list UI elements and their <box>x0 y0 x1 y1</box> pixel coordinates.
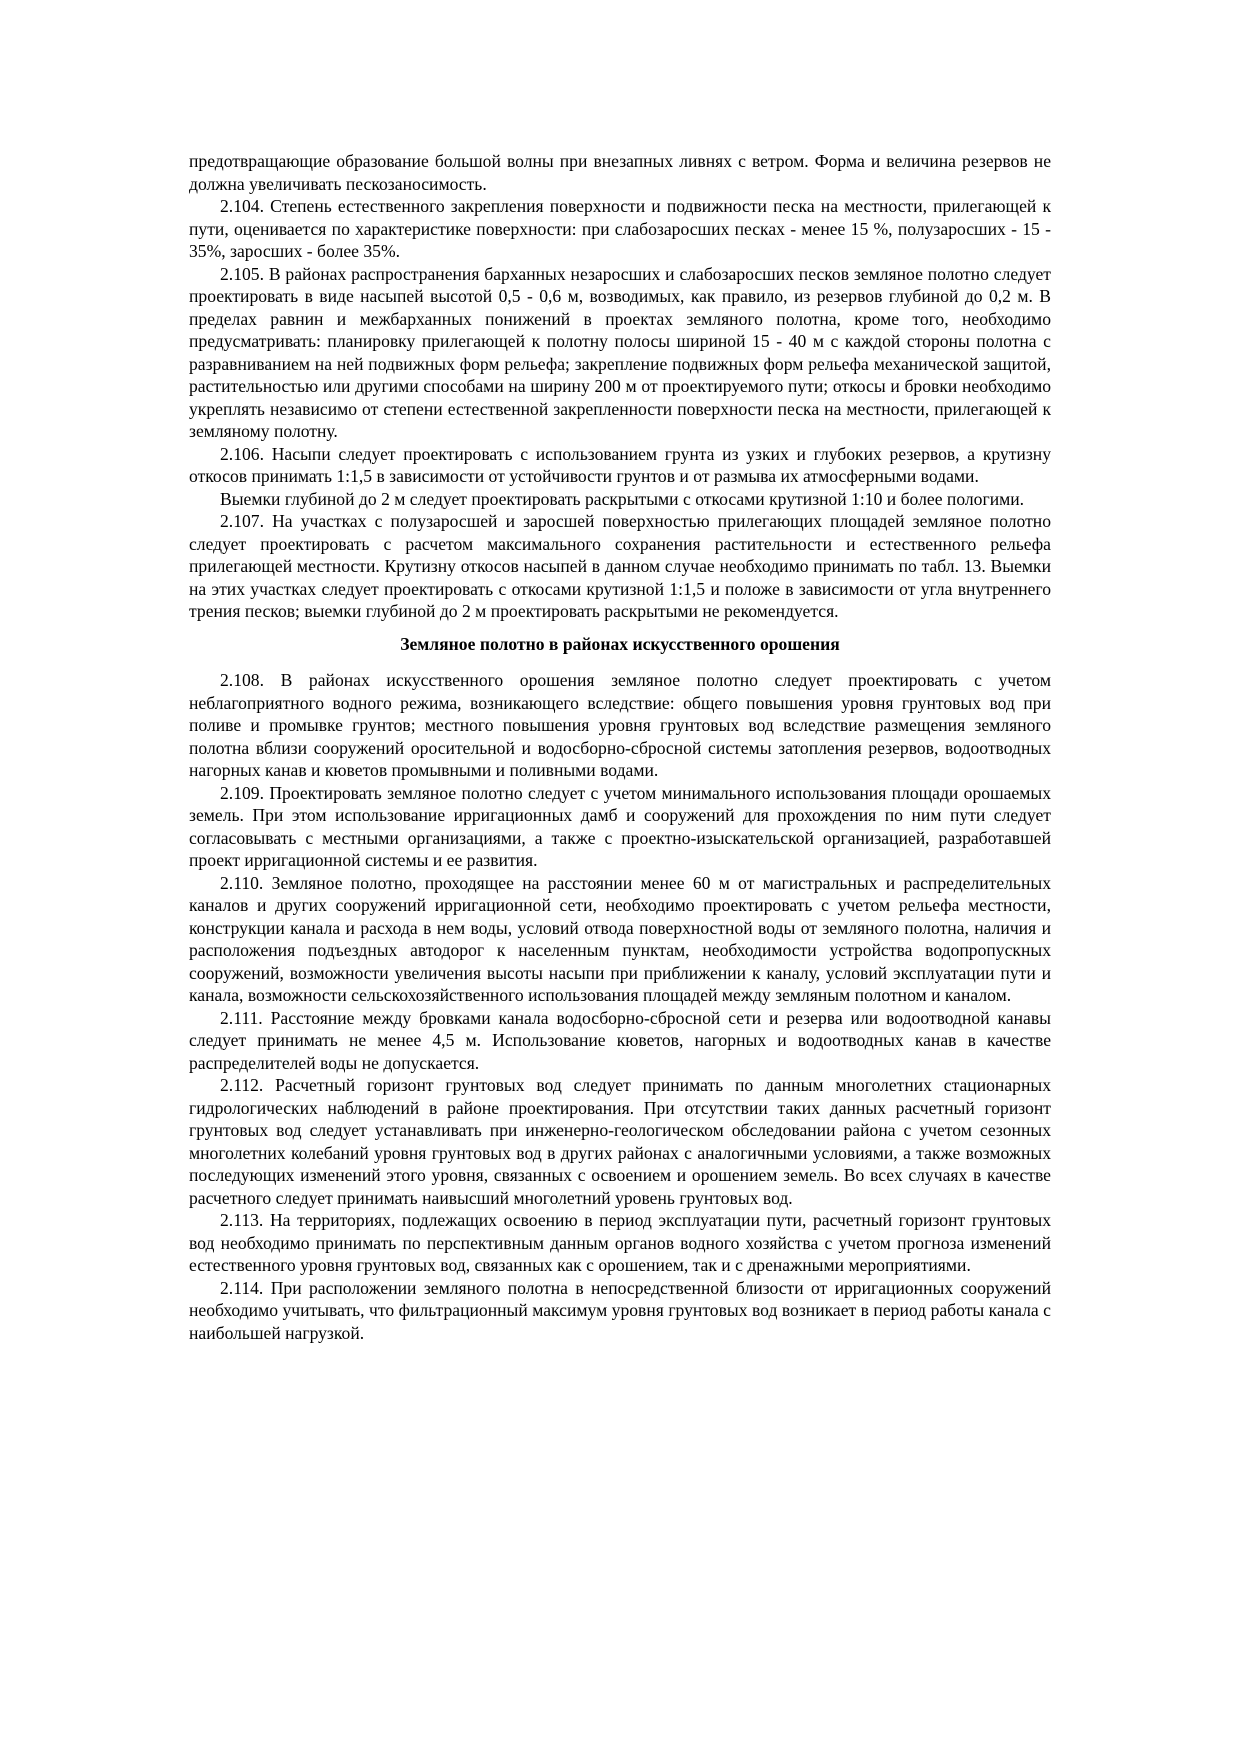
paragraph-2-109: 2.109. Проектировать земляное полотно следует с учетом минимального использования площади орошаемых земель. При этом использование ирригационных дамб и сооружений для прохождения по ним пути следует согласовывать с местными организациями, а также с проектно-изыскательской организацией, разработавшей проект ирригационной системы и ее развития. <box>189 782 1051 870</box>
paragraph-2-107: 2.107. На участках с полузаросшей и заросшей поверхностью прилегающих площадей земляное полотно следует проектировать с расчетом максимального сохранения растительности и естественного рельефа прилегающей местности. Крутизну откосов насыпей в данном случае необходимо принимать по табл. 13. Выемки на этих участках следует проектировать с откосами крутизной 1:1,5 и положе в зависимости от угла внутреннего трения песков; выемки глубиной до 2 м проектировать раскрытыми не рекомендуется. <box>189 511 1051 621</box>
section-heading: Земляное полотно в районах искусственного орошения <box>400 633 840 654</box>
paragraph-2-105: 2.105. В районах распространения барханных незаросших и слабозаросших песков земляное полотно следует проектировать в виде насыпей высотой 0,5 - 0,6 м, возводимых, как правило, из резервов глубиной до 0,2 м. В пределах равнин и межбарханных понижений в проектах земляного полотна, кроме того, необходимо предусматривать: планировку прилегающей к полотну полосы шириной 15 - 40 м с каждой стороны полотна с разравниванием на ней подвижных форм рельефа; закрепление подвижных форм рельефа механической защитой, растительностью или другими способами на ширину 200 м от проектируемого пути; откосы и бровки необходимо укреплять независимо от степени естественной закрепленности поверхности песка на местности, прилегающей к земляному полотну. <box>189 263 1051 441</box>
paragraph-continuation: предотвращающие образование большой волны при внезапных ливнях с ветром. Форма и величина резервов не должна увеличивать пескозаносимость. <box>189 151 1051 194</box>
paragraph-excavations: Выемки глубиной до 2 м следует проектировать раскрытыми с откосами крутизной 1:10 и более пологими. <box>220 488 1025 509</box>
document-page <box>189 150 1051 1344</box>
paragraph-2-110: 2.110. Земляное полотно, проходящее на расстоянии менее 60 м от магистральных и распределительных каналов и других сооружений ирригационной сети, необходимо проектировать с учетом рельефа местности, конструкции канала и расхода в нем воды, условий отвода поверхностной воды от земляного полотна, наличия и расположения подъездных автодорог к населенным пунктам, необходимости устройства водопропускных сооружений, возможности увеличения высоты насыпи при приближении к каналу, условий эксплуатации пути и канала, возможности сельскохозяйственного использования площадей между земляным полотном и каналом. <box>189 872 1051 1005</box>
paragraph-2-106: 2.106. Насыпи следует проектировать с использованием грунта из узких и глубоких резервов, а крутизну откосов принимать 1:1,5 в зависимости от устойчивости грунтов и от размыва их атмосферными водами. <box>189 443 1051 486</box>
paragraph-2-111: 2.111. Расстояние между бровками канала водосборно-сбросной сети и резерва или водоотводной канавы следует принимать не менее 4,5 м. Использование кюветов, нагорных и водоотводных канав в качестве распределителей воды не допускается. <box>189 1007 1051 1073</box>
paragraph-2-113: 2.113. На территориях, подлежащих освоению в период эксплуатации пути, расчетный горизонт грунтовых вод необходимо принимать по перспективным данным органов водного хозяйства с учетом прогноза изменений естественного уровня грунтовых вод, связанных как с орошением, так и с дренажными мероприятиями. <box>189 1210 1051 1275</box>
paragraph-2-112: 2.112. Расчетный горизонт грунтовых вод следует принимать по данным многолетних стационарных гидрологических наблюдений в районе проектирования. При отсутствии таких данных расчетный горизонт грунтовых вод следует устанавливать при инженерно-геологическом обследовании района с учетом сезонных многолетних колебаний уровня грунтовых вод в других районах с аналогичными условиями, а также возможных последующих изменений этого уровня, связанных с освоением и орошением земель. Во всех случаях в качестве расчетного следует принимать наивысший многолетний уровень грунтовых вод. <box>189 1075 1051 1208</box>
paragraph-2-108: 2.108. В районах искусственного орошения земляное полотно следует проектировать с учетом неблагоприятного водного режима, возникающего вследствие: общего повышения уровня грунтовых вод при поливе и промывке грунтов; местного повышения уровня грунтовых вод вследствие размещения земляного полотна вблизи сооружений оросительной и водосборно-сбросной системы затопления резервов, водоотводных нагорных канав и кюветов промывными и поливными водами. <box>189 670 1051 780</box>
paragraph-2-114: 2.114. При расположении земляного полотна в непосредственной близости от ирригационных сооружений необходимо учитывать, что фильтрационный максимум уровня грунтовых вод возникает в период работы канала с наибольшей нагрузкой. <box>189 1277 1051 1343</box>
paragraph-2-104: 2.104. Степень естественного закрепления поверхности и подвижности песка на местности, прилегающей к пути, оценивается по характеристике поверхности: при слабозаросших песках - менее 15 %, полузаросших - 15 - 35%, заросших - более 35%. <box>189 196 1051 261</box>
